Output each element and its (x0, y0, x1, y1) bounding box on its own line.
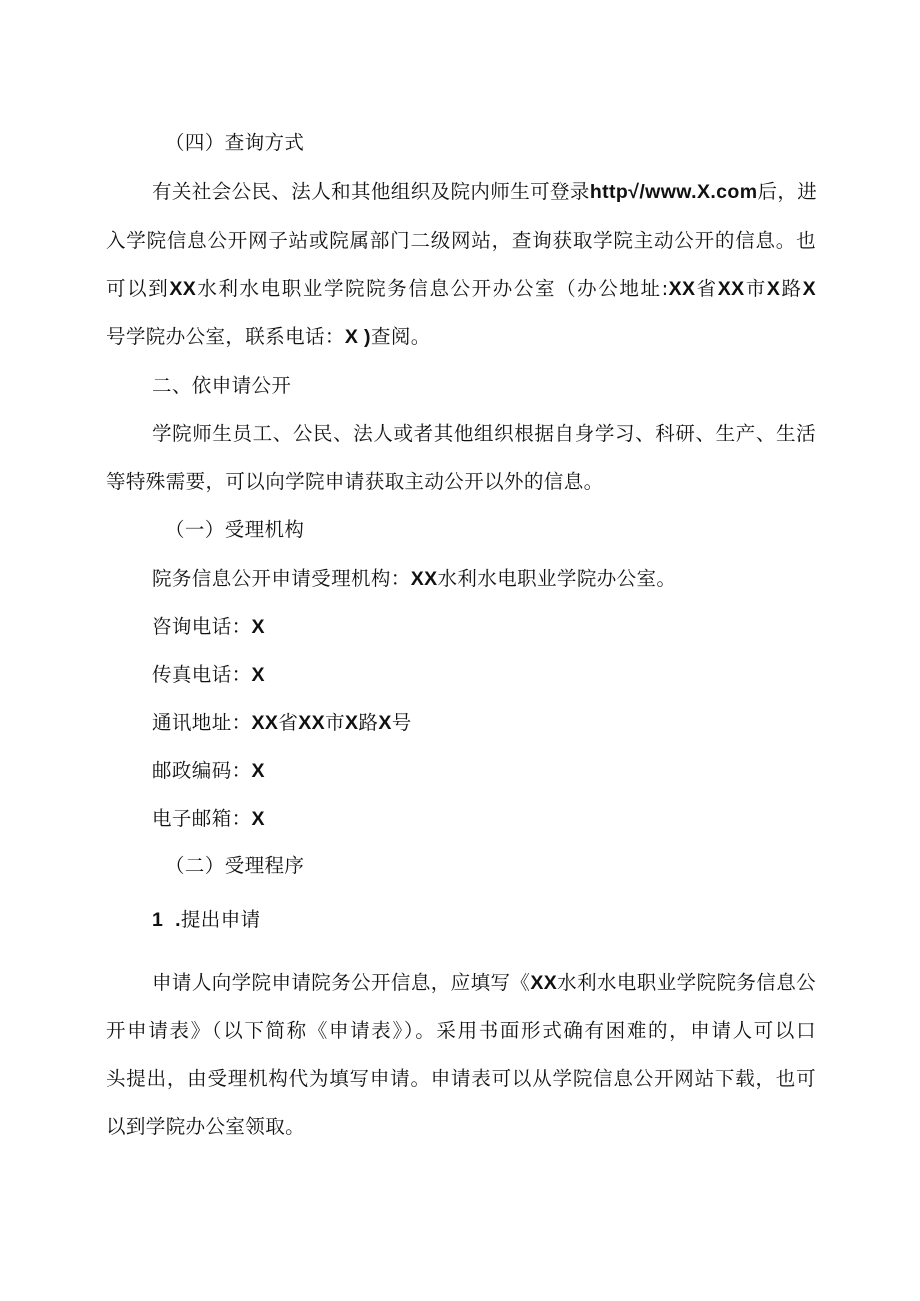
section-2-paragraph-line-2: 等特殊需要，可以向学院申请获取主动公开以外的信息。 (106, 470, 604, 493)
consult-phone: 咨询电话：X (152, 615, 265, 638)
apply-paragraph-line-2: 开申请表》（以下简称《申请表》）。采用书面形式确有困难的，申请人可以口 (106, 1019, 816, 1042)
agency-heading: （一）受理机构 (165, 518, 305, 541)
apply-paragraph-line-3: 头提出，由受理机构代为填写申请。申请表可以从学院信息公开网站下载，也可 (106, 1067, 816, 1090)
query-paragraph-line-4: 号学院办公室，联系电话：X )查阅。 (106, 325, 431, 348)
query-paragraph-line-1: 有关社会公民、法人和其他组织及院内师生可登录http√/www.X.com后，进 (152, 180, 818, 203)
portal-url[interactable]: http√/www.X.com (589, 181, 758, 203)
agency-line: 院务信息公开申请受理机构：XX水利水电职业学院办公室。 (152, 567, 677, 590)
section-2-heading: 二、依申请公开 (152, 374, 292, 397)
query-paragraph-line-2: 入学院信息公开网子站或院属部门二级网站，查询获取学院主动公开的信息。也 (106, 229, 816, 252)
step-1-heading: 1 .提出申请 (152, 908, 261, 931)
procedure-heading: （二）受理程序 (165, 854, 305, 877)
mailing-address: 通讯地址：XX省XX市X路X号 (152, 711, 412, 734)
query-paragraph-line-3: 可以到XX水利水电职业学院院务信息公开办公室（办公地址:XX省XX市X路X (106, 277, 816, 300)
apply-paragraph-line-4: 以到学院办公室领取。 (106, 1115, 306, 1138)
email-address: 电子邮箱：X (152, 807, 265, 830)
section-2-paragraph-line-1: 学院师生员工、公民、法人或者其他组织根据自身学习、科研、生产、生活 (152, 422, 816, 445)
apply-paragraph-line-1: 申请人向学院申请院务公开信息，应填写《XX水利水电职业学院院务信息公 (152, 971, 817, 994)
postal-code: 邮政编码：X (152, 759, 265, 782)
fax-phone: 传真电话：X (152, 663, 265, 686)
query-method-heading: （四）查询方式 (165, 131, 305, 154)
